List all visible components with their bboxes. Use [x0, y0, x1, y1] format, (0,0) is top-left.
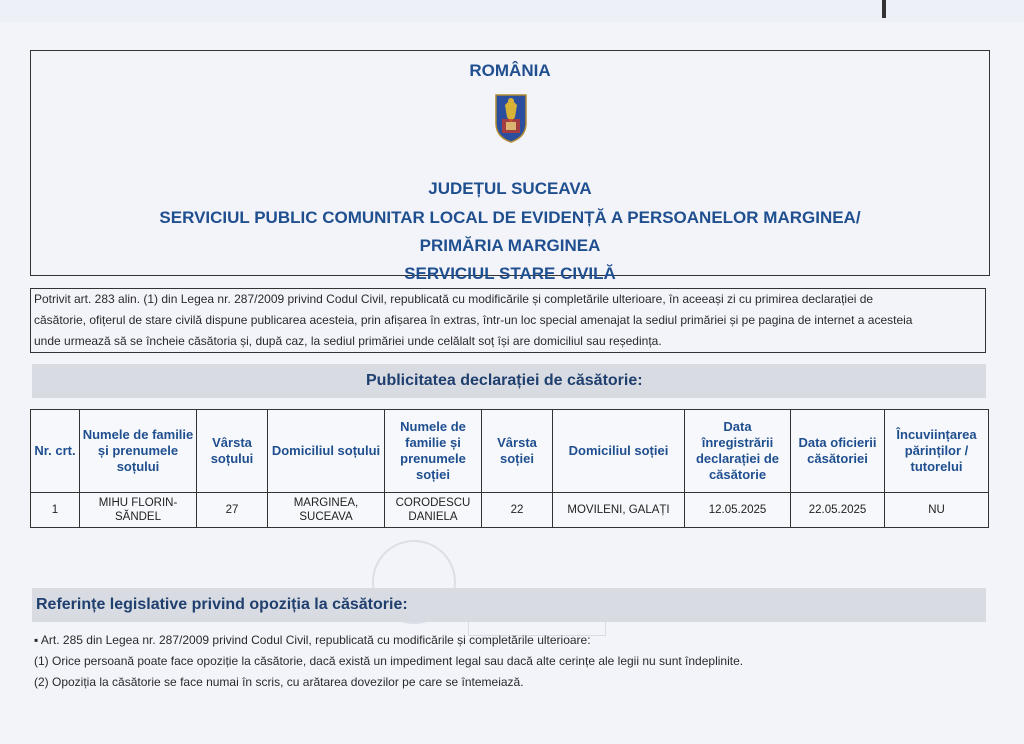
references-text [34, 630, 984, 693]
bride-name: CORODESCU DANIELA [385, 493, 482, 528]
intro-line: unde urmează să se încheie căsătoria și, după caz, la sediul primăriei unde celălalt soț își are domiciliul sau reședința. [34, 334, 662, 348]
coat-of-arms-icon [493, 89, 529, 143]
declaration-date: 12.05.2025 [685, 493, 791, 528]
parental-consent: NU [885, 493, 989, 528]
reference-line: (2) Opoziția la căsătorie se face numai în scris, cu arătarea dovezilor pe care se întemeiază. [34, 675, 524, 689]
references-title: Referințe legislative privind opoziția la căsătorie: [36, 596, 408, 613]
column-header: Vârsta soției [482, 410, 553, 493]
table-header-row [31, 410, 989, 493]
column-header: Domiciliul soțului [268, 410, 385, 493]
service-heading: SERVICIUL PUBLIC COMUNITAR LOCAL DE EVIDENȚĂ A PERSOANELOR MARGINEA/ [159, 208, 861, 227]
intro-line: Potrivit art. 283 alin. (1) din Legea nr. 287/2009 privind Codul Civil, republicată cu modificările și completările ulterioare, în aceeași zi cu primirea declarației de [34, 292, 874, 306]
reference-line: ▪ Art. 285 din Legea nr. 287/2009 privind Codul Civil, republicată cu modificările și completările ulterioare: [34, 633, 591, 647]
column-header: Numele de familie și prenumele soțului [80, 410, 197, 493]
header-box [30, 50, 990, 283]
column-header: Nr. crt. [31, 410, 80, 493]
column-header: Numele de familie și prenumele soției [385, 410, 482, 493]
intro-line: căsătorie, ofițerul de stare civilă dispune publicarea acesteia, prin afișarea în extras, într-un loc special amenajat la sediul primăriei și pe pagina de internet a acesteia [34, 313, 913, 327]
column-header: Domiciliul soției [553, 410, 685, 493]
publication-section-bar [32, 364, 986, 398]
column-header: Încuviințarea părinților / tutorelui [885, 410, 989, 493]
county-heading: JUDEȚUL SUCEAVA [428, 179, 592, 198]
town-hall-heading: PRIMĂRIA MARGINEA [419, 236, 601, 255]
row-number: 1 [31, 493, 80, 528]
pushpin-mark [882, 0, 886, 18]
intro-paragraph [30, 288, 986, 353]
references-section-bar [32, 588, 986, 622]
column-header: Data înregistrării declarației de căsătorie [685, 410, 791, 493]
groom-age: 27 [197, 493, 268, 528]
marriage-date: 22.05.2025 [791, 493, 885, 528]
bride-age: 22 [482, 493, 553, 528]
country-title: ROMÂNIA [469, 61, 551, 80]
groom-name: MIHU FLORIN-SĂNDEL [80, 493, 197, 528]
column-header: Data oficierii căsătoriei [791, 410, 885, 493]
publication-title: Publicitatea declarației de căsătorie: [366, 372, 643, 389]
bride-residence: MOVILENI, GALAȚI [553, 493, 685, 528]
reference-line: (1) Orice persoană poate face opoziție la căsătorie, dacă există un impediment legal sau dacă alte cerințe ale legii nu sunt îndeplinite. [34, 654, 744, 668]
groom-residence: MARGINEA, SUCEAVA [268, 493, 385, 528]
civil-status-heading: SERVICIUL STARE CIVILĂ [404, 264, 616, 283]
table-row [31, 493, 989, 528]
column-header: Vârsta soțului [197, 410, 268, 493]
announcement-page [0, 22, 1024, 744]
declaration-table [30, 409, 989, 528]
